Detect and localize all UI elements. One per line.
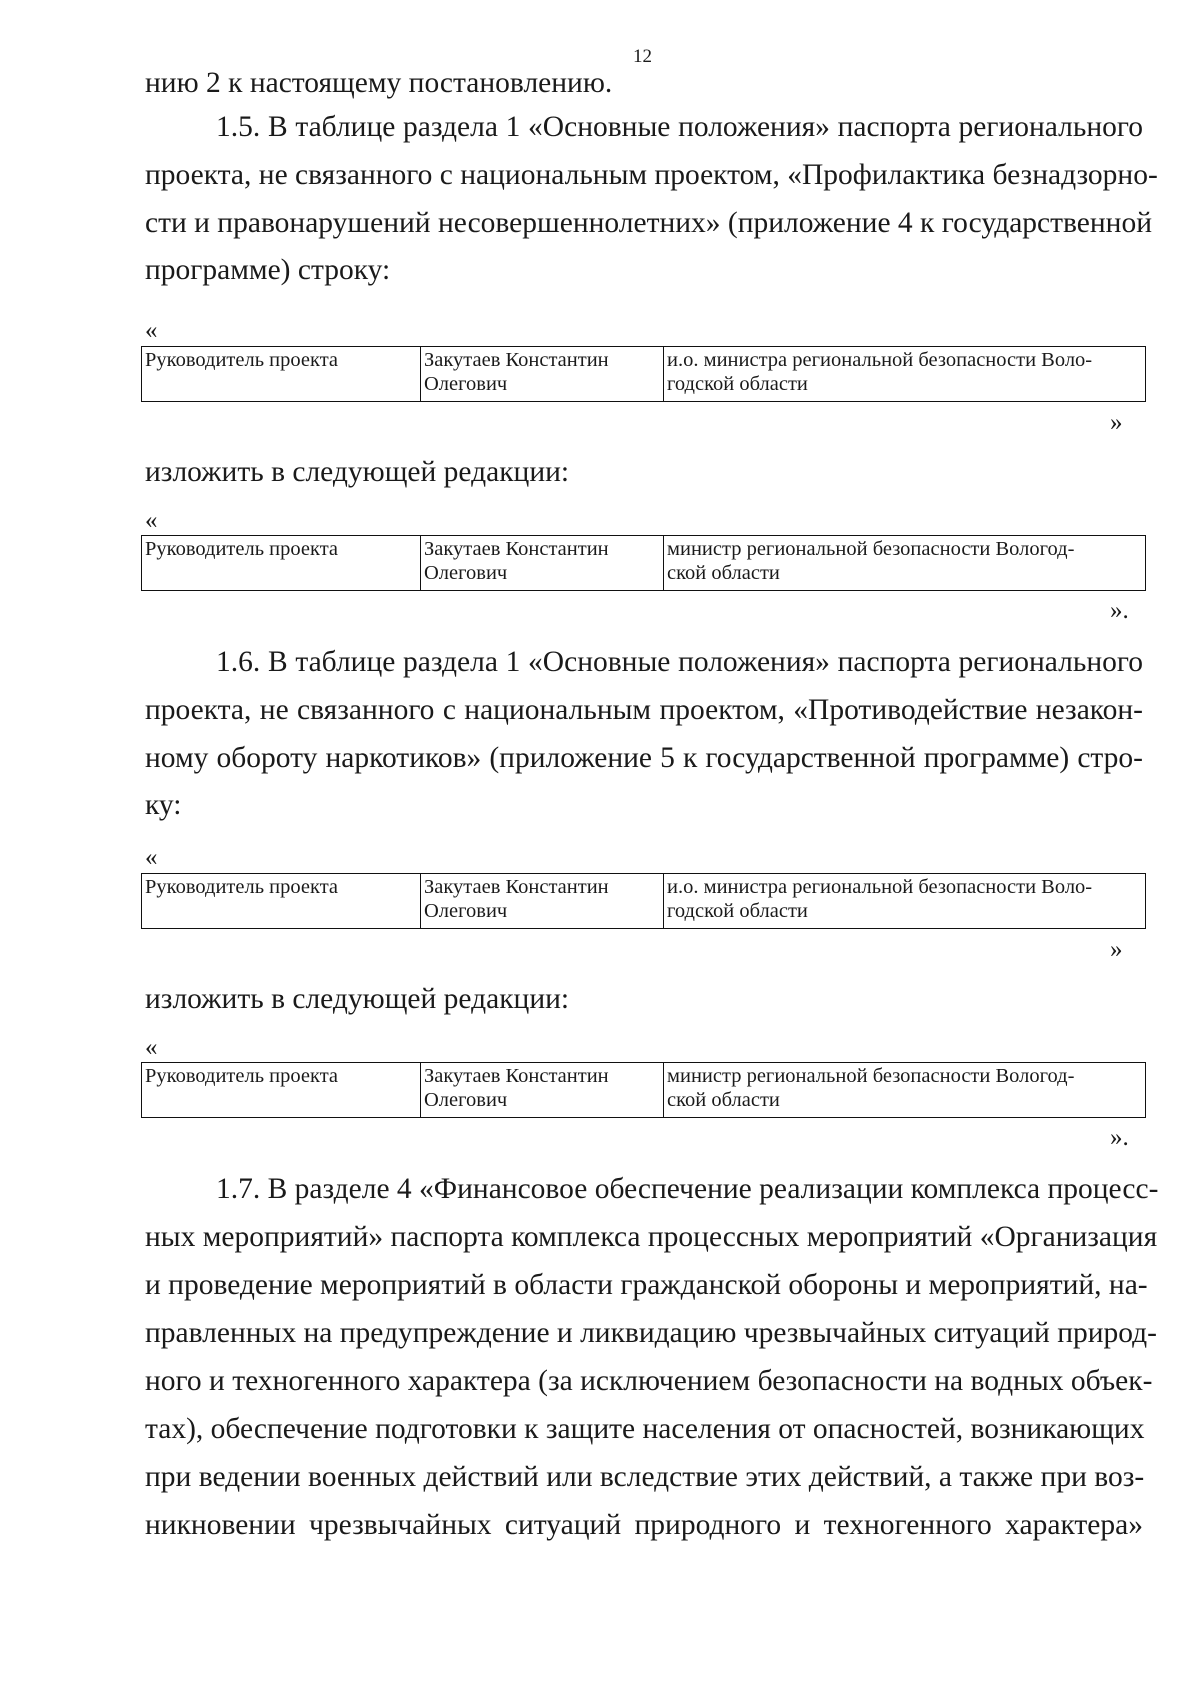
paragraph-1-6-line-1: 1.6. В таблице раздела 1 «Основные положения» паспорта регионального — [216, 646, 1143, 678]
position-cell: министр региональной безопасности Вологод- ской области — [664, 536, 1146, 591]
paragraph-1-6-line-4: ку: — [145, 789, 182, 821]
continuation-line: нию 2 к настоящему постановлению. — [145, 67, 613, 99]
table-old-1-5 — [141, 346, 1146, 402]
name-cell: Закутаев Константин Олегович — [421, 874, 664, 929]
close-quote: » — [1110, 936, 1123, 963]
close-quote: ». — [1110, 597, 1129, 624]
name-cell: Закутаев Константин Олегович — [421, 536, 664, 591]
name-cell: Закутаев Константин Олегович — [421, 347, 664, 402]
paragraph-1-6-line-2: проекта, не связанного с национальным проектом, «Противодействие незакон- — [145, 694, 1143, 726]
table-row — [142, 347, 1146, 402]
page-number: 12 — [633, 46, 652, 67]
open-quote: « — [145, 844, 158, 871]
paragraph-1-5-line-2: проекта, не связанного с национальным проектом, «Профилактика безнадзорно- — [145, 159, 1158, 191]
paragraph-1-5-line-3: сти и правонарушений несовершеннолетних» (приложение 4 к государственной — [145, 207, 1153, 239]
position-cell: и.о. министра региональной безопасности Воло- годской области — [664, 347, 1146, 402]
paragraph-1-5-line-1: 1.5. В таблице раздела 1 «Основные положения» паспорта регионального — [216, 111, 1143, 143]
table-old-1-6 — [141, 873, 1146, 929]
paragraph-1-7-line-4: правленных на предупреждение и ликвидацию чрезвычайных ситуаций природ- — [145, 1317, 1158, 1349]
close-quote: ». — [1110, 1124, 1129, 1151]
paragraph-1-7-line-1: 1.7. В разделе 4 «Финансовое обеспечение реализации комплекса процесс- — [216, 1173, 1159, 1205]
position-cell: министр региональной безопасности Вологод- ской области — [664, 1063, 1146, 1118]
paragraph-1-7-line-5: ного и техногенного характера (за исключением безопасности на водных объек- — [145, 1365, 1153, 1397]
paragraph-1-6-line-3: ному обороту наркотиков» (приложение 5 к государственной программе) стро- — [145, 742, 1143, 774]
table-new-1-5 — [141, 535, 1146, 591]
paragraph-1-7-line-7: при ведении военных действий или вследствие этих действий, а также при воз- — [145, 1461, 1145, 1493]
open-quote: « — [145, 317, 158, 344]
table-new-1-6 — [141, 1062, 1146, 1118]
open-quote: « — [145, 1034, 158, 1061]
paragraph-1-5-line-4: программе) строку: — [145, 254, 391, 286]
role-cell: Руководитель проекта — [142, 1063, 421, 1118]
table-row — [142, 1063, 1146, 1118]
table-row — [142, 536, 1146, 591]
name-cell: Закутаев Константин Олегович — [421, 1063, 664, 1118]
table-row — [142, 874, 1146, 929]
paragraph-1-7-line-8: никновении чрезвычайных ситуаций природного и техногенного характера» — [145, 1509, 1143, 1541]
paragraph-1-7-line-3: и проведение мероприятий в области гражданской обороны и мероприятий, на- — [145, 1269, 1148, 1301]
open-quote: « — [145, 507, 158, 534]
replace-instruction: изложить в следующей редакции: — [145, 456, 570, 488]
role-cell: Руководитель проекта — [142, 347, 421, 402]
replace-instruction: изложить в следующей редакции: — [145, 983, 570, 1015]
close-quote: » — [1110, 409, 1123, 436]
role-cell: Руководитель проекта — [142, 874, 421, 929]
role-cell: Руководитель проекта — [142, 536, 421, 591]
paragraph-1-7-line-2: ных мероприятий» паспорта комплекса процессных мероприятий «Организация — [145, 1221, 1158, 1253]
position-cell: и.о. министра региональной безопасности Воло- годской области — [664, 874, 1146, 929]
paragraph-1-7-line-6: тах), обеспечение подготовки к защите населения от опасностей, возникающих — [145, 1413, 1145, 1445]
